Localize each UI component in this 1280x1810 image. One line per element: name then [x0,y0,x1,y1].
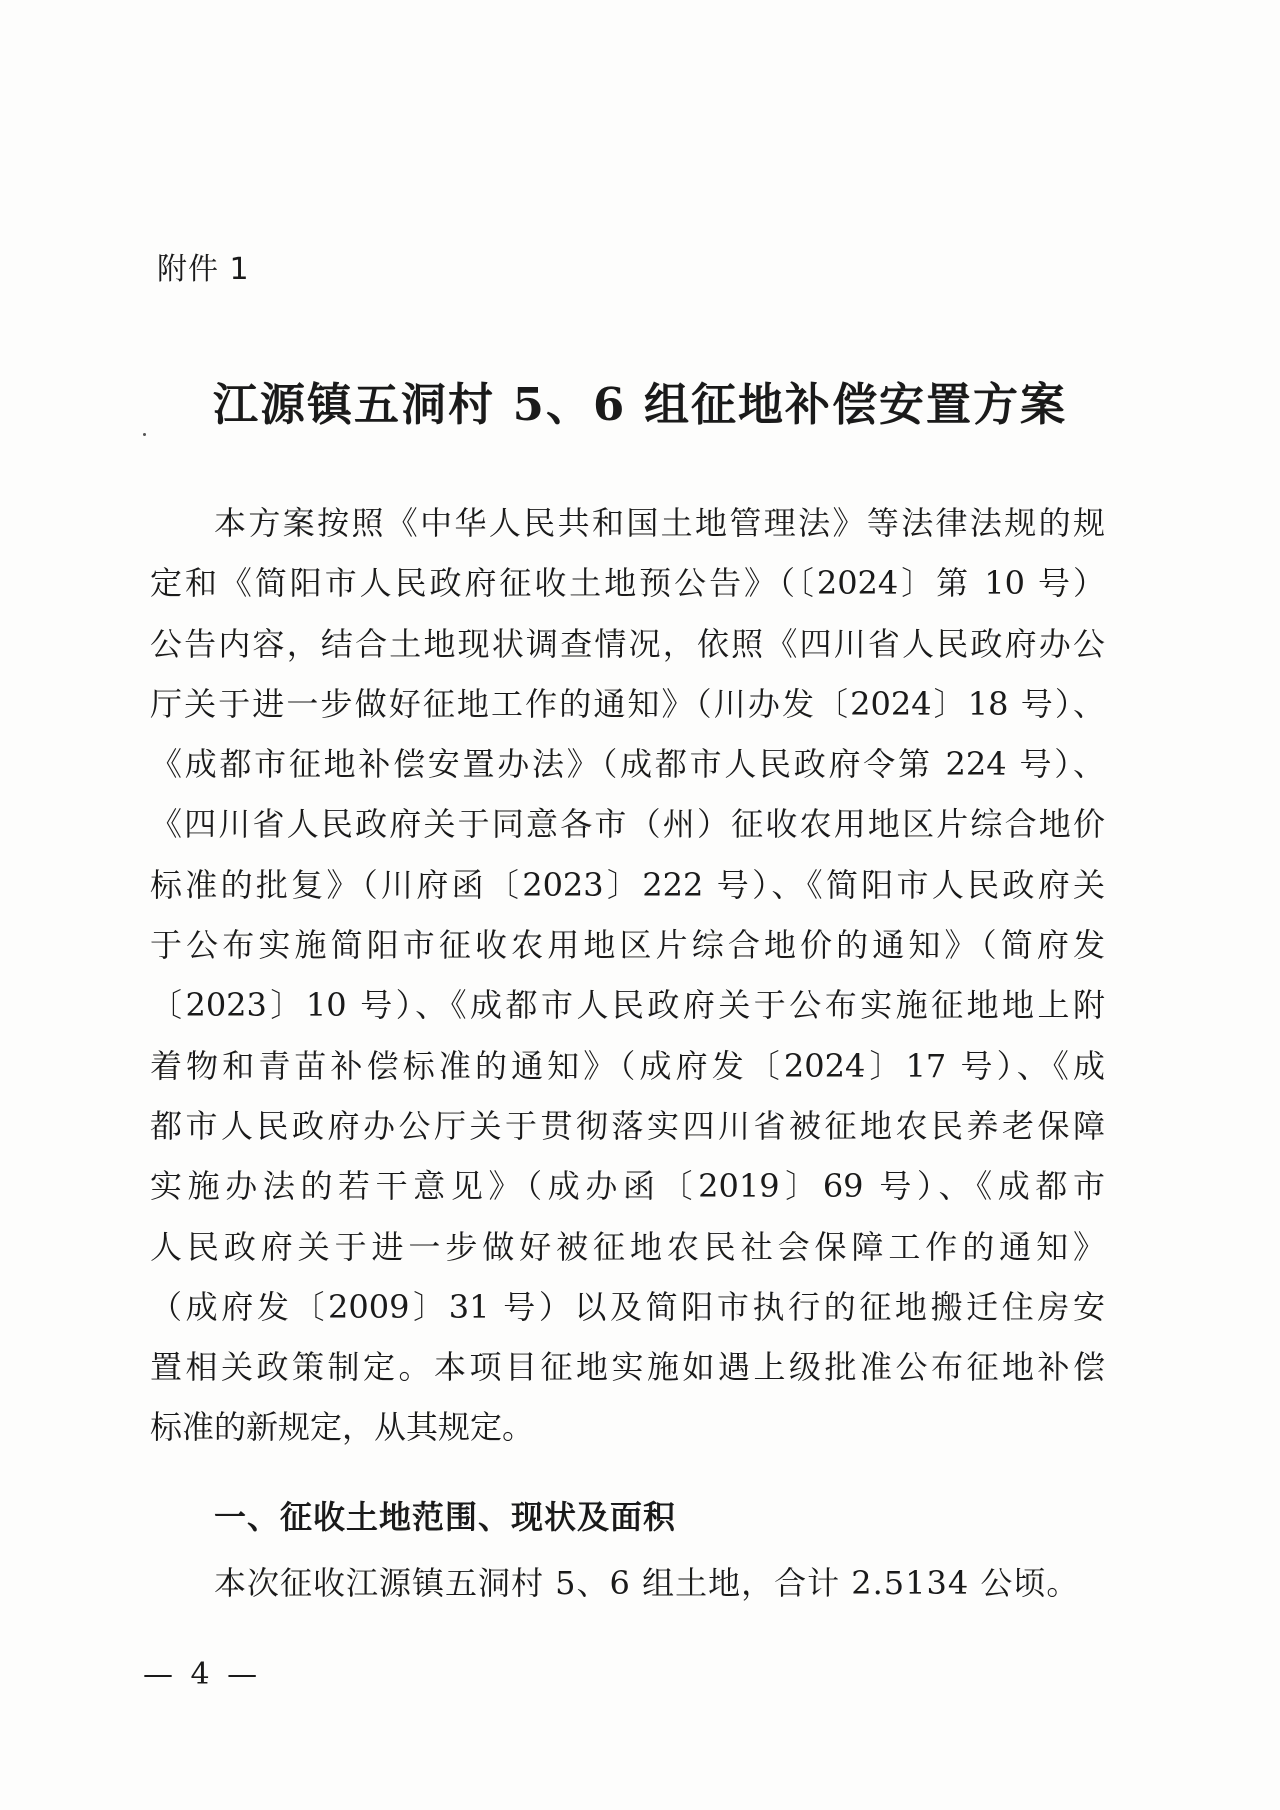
section-body: 本次征收江源镇五洞村 5、6 组土地，合计 2.5134 公顷。 [214,1564,1080,1602]
intro-line: 厅关于进一步做好征地工作的通知》（川办发〔2024〕18 号）、 [150,684,1105,723]
intro-paragraph [150,493,1105,1458]
intro-line: 都市人民政府办公厅关于贯彻落实四川省被征地农民养老保障 [150,1106,1105,1145]
intro-line: 定和《简阳市人民政府征收土地预公告》（〔2024〕第 10 号） [150,564,1105,603]
intro-line: 实施办法的若干意见》（成办函〔2019〕69 号）、《成都市 [150,1167,1105,1206]
intro-line: 于公布实施简阳市征收农用地区片综合地价的通知》（简府发 [150,926,1105,965]
document-title: 江源镇五洞村 5、6 组征地补偿安置方案 [213,378,1067,431]
intro-line: 《成都市征地补偿安置办法》（成都市人民政府令第 224 号）、 [150,745,1105,784]
intro-line: 公告内容，结合土地现状调查情况，依照《四川省人民政府办公 [150,624,1105,663]
section-heading: 一、征收土地范围、现状及面积 [214,1498,677,1536]
intro-line: 〔2023〕10 号）、《成都市人民政府关于公布实施征地地上附 [150,986,1105,1025]
intro-line: 置相关政策制定。本项目征地实施如遇上级批准公布征地补偿 [150,1348,1105,1387]
intro-line: 《四川省人民政府关于同意各市（州）征收农用地区片综合地价 [150,805,1105,844]
page-number: — 4 — [143,1657,262,1692]
intro-line: 标准的新规定，从其规定。 [150,1408,535,1447]
scan-speck [143,433,146,436]
intro-line: 标准的批复》（川府函〔2023〕222 号）、《简阳市人民政府关 [150,865,1105,904]
intro-line: 人民政府关于进一步做好被征地农民社会保障工作的通知》 [150,1227,1105,1266]
intro-line: 本方案按照《中华人民共和国土地管理法》等法律法规的规 [214,504,1105,542]
intro-line: （成府发〔2009〕31 号）以及简阳市执行的征地搬迁住房安 [150,1287,1105,1326]
attachment-label: 附件 1 [157,252,250,287]
intro-line: 着物和青苗补偿标准的通知》（成府发〔2024〕17 号）、《成 [150,1046,1105,1085]
